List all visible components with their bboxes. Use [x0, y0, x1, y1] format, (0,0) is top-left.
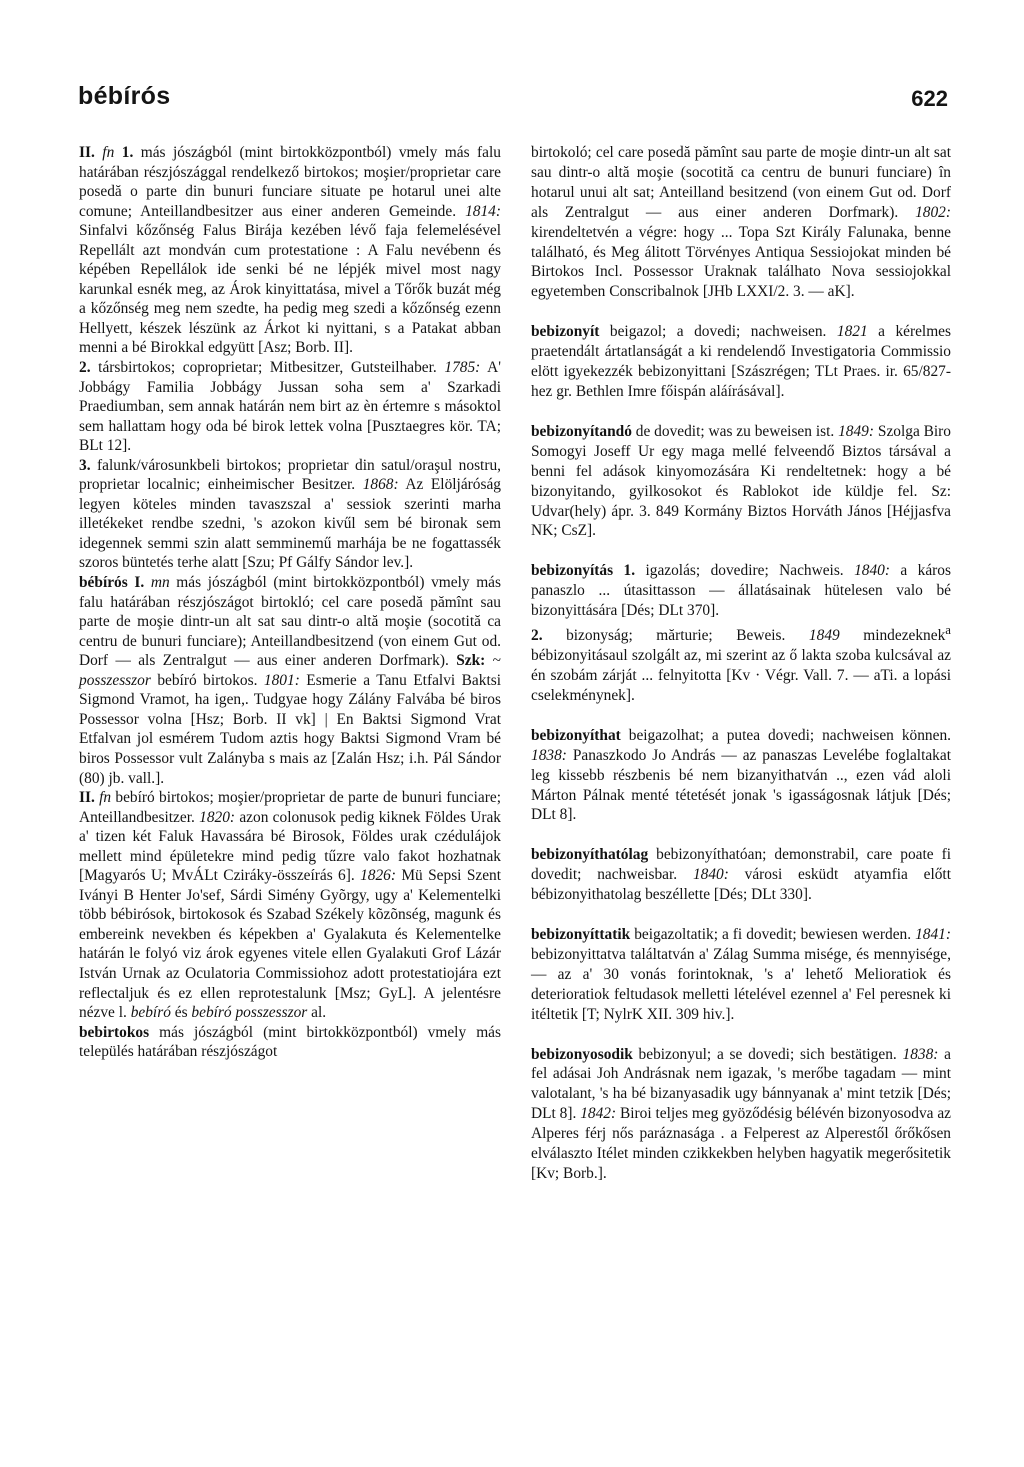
text-run: 1838:	[902, 1045, 939, 1063]
text-run: A' Jobbágy Familia Jobbágy Jussan soha sem a' Szarkadi Praediumban, sem annak határán nem birt az èn értemre s másoktol sem hallattam hogy oda bé birok lettek volna [Pusztaegres kör. TA; BLt 12].	[79, 359, 501, 455]
text-run: bébizonyitásaul szolgált az, mi szerint az ő lakta szoba kulcsával az én szobám zárját ... felnyitotta [Kv · Végr. Vall. 7. — aTi. a lopási cselekménynek].	[531, 647, 951, 704]
text-run: bebíró birtokos; moşier/proprietar de parte de bunuri funciare; Anteillandbesitzer.	[79, 789, 501, 826]
text-run: 1840:	[854, 562, 890, 580]
text-run: II.	[79, 144, 103, 161]
text-run: más jószágból (mint birtokközpontból) vmely más falu határában részjószággal rendelkező birtokos; moşier/proprietar care posedă o parte din bunuri funciare situate pe hotarul unei alte comune; Anteillandbesitzer aus einer anderen Gemeinde.	[79, 144, 501, 220]
text-run: kirendeltetvén a végre: hogy ... Topa Szt Király Falunaka, benne található, és Meg álitott Törvényes Antiqua Sessiojokat minden bé Birtokos Incl. Possessor Uraknak találhato Nova sessiojokkal egyetemben Conscribalnok [JHb LXXI/2. 3. — aK].	[531, 223, 951, 301]
entry-bebizonyithat	[531, 726, 951, 826]
text-run: 2.	[79, 359, 91, 377]
right-column	[531, 143, 951, 1184]
text-run: beigazol; a dovedi; nachweisen.	[599, 323, 837, 341]
text-run: 1840:	[692, 866, 729, 884]
text-run: Szk:	[456, 652, 486, 670]
text-run: 1849:	[838, 422, 875, 440]
entry-bebiros-adjective	[79, 573, 501, 788]
left-column	[79, 143, 501, 1062]
entry-bebizonyitando	[531, 422, 951, 541]
text-run: más jószágból (mint birtokközpontból) vmely más falu határában részjószágot birtokló; cel care posedă pămînt sau parte de moşie dintr-un alt sat sau dintr-o altă moşie (socotită ca centru de bunuri funciare); Anteillandbesitzend (von einem Gut od. Dorf — als Zentralgut — aus einer anderen Dorfmark).	[79, 574, 501, 670]
text-run: a kérelmes praetendált ártatlanságát a ki rendelendő Investigatoria Commissio elött igyekezzék bebizonyittani [Szászrégen; TLt Praes. ir. 65/827-hez gr. Bethlen Imre főispán aláírásával].	[531, 323, 952, 400]
page-number: 622	[911, 86, 948, 111]
text-run: a káros panaszlo ... útasittasson — állatásainak hütelesen valo bé bizonyittására [Dés; DLt 370].	[531, 562, 951, 620]
text-run: bizonyság; mărturie; Beweis.	[542, 627, 809, 645]
text-run: társbirtokos; coproprietar; Mitbesitzer, Gutsteilhaber.	[90, 359, 445, 377]
text-run: 1785:	[444, 359, 481, 377]
text-run: ~	[485, 652, 501, 670]
text-run: 1826:	[360, 867, 397, 885]
running-head: bébírós	[78, 82, 171, 110]
text-run: mn	[150, 574, 170, 592]
text-run: de dovedit; was zu beweisen ist.	[631, 422, 839, 440]
text-run: al.	[307, 1004, 327, 1022]
text-run: más jószágból (mint birtokközpontból) vmely más település határában részjószágot	[79, 1023, 501, 1061]
text-run: Biroi teljes meg gyöződésig bélévén bizonyosodva az Alperes férj nős paráznasága . a Felperest az Alperestől őrőkősen elválaszto Itélet minden czikkekben helyben hagyatik megerősitetik [Kv; Borb.].	[531, 1105, 952, 1182]
text-run: igazolás; dovedire; Nachweis.	[635, 562, 855, 580]
text-run: 1.	[114, 144, 141, 161]
text-run: 1802:	[915, 203, 951, 221]
text-run: Panaszkodo Jo András — az panaszas Levelébe foglaltakat leg kissebb részbenis bé nem bizanyithatván .., ezen vád aloli Márton Pálnak menté tétetését jonak 's igasságosnak látjuk [Dés; DLt 8].	[531, 746, 951, 824]
entry-bebizonyitas	[531, 561, 951, 621]
text-run: 1814:	[465, 202, 501, 220]
text-run: bebizonyosodik	[531, 1045, 633, 1063]
text-run: a fel adásai Joh Andrásnak nem igazak, 's merőbe tagadam — mint valotalant, 's ha bé bizanyasadik ugy bánnyanak a' mint tetzik [Dés; DLt 8].	[531, 1045, 951, 1123]
text-run: bebíró birtokos.	[150, 671, 264, 689]
entry-bebizonyithatolag	[531, 845, 951, 905]
entry-bebiros-sense-ii-1	[79, 143, 501, 358]
text-run: 1801:	[263, 671, 300, 689]
text-run: bebizonyít	[531, 323, 600, 341]
text-run: bebizonyíthat	[531, 726, 621, 744]
text-run: beigazolhat; a putea dovedi; nachweisen können.	[620, 726, 951, 744]
text-run: bebizonyíthatólag	[531, 846, 649, 864]
text-run: bébírós I.	[79, 574, 145, 592]
text-run: 1849	[808, 627, 840, 645]
text-run: bebizonyítandó	[531, 422, 632, 440]
entry-bebirtokos-continued	[531, 143, 951, 302]
text-run: bebíró posszesszor	[191, 1004, 308, 1022]
text-run: 1821	[836, 323, 868, 341]
text-run: városi esküdt atyamfia előtt bébizonyithatolag beszéllette [Dés; DLt 330].	[531, 866, 951, 904]
entry-bebizonyittatik	[531, 925, 951, 1025]
text-run: 2.	[531, 627, 543, 645]
text-run: Mü Sepsi Szent Iványi B Henter Jo'sef, Sárdi Simény Gyõrgy, ugy a' Kelementelki több bébirósok, birtokosok és Szabad Székely kõzõnség, magunk és embereink nevekben és képekben a' Gyalakuta és Kelementelke határán le folyó viz árok egyenes vitele ellen Gyalakuti Grof Lázár István Urnak az Oculatoria Commissiohoz adott protestatiojára ezt reflectaljuk és ez ellen reprotestalunk [Msz; GyL]. A jelentésre nézve l.	[79, 867, 502, 1022]
page-header	[78, 82, 948, 122]
text-run: beigazoltatik; a fi dovedit; bewiesen werden.	[630, 926, 916, 944]
text-run: bebizonyíttatik	[531, 926, 631, 944]
text-run: 1841:	[915, 926, 951, 944]
entry-bebirtokos	[79, 1023, 501, 1062]
text-run: a	[945, 623, 951, 638]
text-run: 1842:	[580, 1105, 617, 1123]
text-run: 3.	[79, 456, 91, 474]
entry-bebiros-noun	[79, 788, 501, 1023]
entry-bebiros-sense-ii-3	[79, 456, 501, 573]
entry-bebiros-sense-ii-2	[79, 358, 501, 456]
text-run: bebizonyíthatóan; demonstrabil, care poate fi dovedit; nachweisbar.	[531, 846, 951, 884]
text-run: azon colonusok pedig kiknek Földes Urak a' tizen két Faluk Havassára bé Birosok, Földes urak czédulájok mellett mind épületekre mind pedig tűzre valo fakot hozhatnak [Magyarós U; MvÁLt Cziráky-összeírás 6].	[79, 808, 502, 885]
text-run: fn	[102, 144, 115, 161]
text-run: és	[170, 1004, 192, 1022]
text-run: birtokoló; cel care posedă pămînt sau parte de moşie dintr-un alt sat sau dintr-o altă moşie (socotită ca centru de bunuri funciare) în hotarul unui alt sat; Anteilland besitzend (von einem Gut od. Dorf als Zentralgut — aus einer anderen Dorfmark).	[531, 144, 951, 221]
text-run: bebizonyítás 1.	[531, 562, 636, 580]
text-run: 1868:	[362, 476, 399, 494]
text-run: mindezeknek	[839, 627, 946, 645]
text-run: II.	[79, 789, 100, 807]
text-run: posszesszor	[79, 671, 151, 689]
entry-bebizonyosodik	[531, 1045, 951, 1184]
text-run: Az Elöljáróság legyen köteles minden tavaszszal a' sessiok szerinti marha illetékeket rendbe szedni, 's azokon kivűl sem bé bironak sem idegennek semmi szin alatt semminemű marhája be ne fogattassék szoros büntetés terhe alatt [Szu; Pf Gálfy Sándor lev.].	[79, 476, 501, 572]
text-run: bebíró	[130, 1004, 171, 1022]
text-run: bebizonyittatva találtatván a' Zálag Summa misége, és mennyisége, — az a' 30 vonás forintoknak, 's a' lehető Melioratiok és deterioratiok feltudasok melletti lételével ezennel a' Fel peresnek ki itéltetik [T; NylrK XII. 309 hiv.].	[531, 945, 951, 1023]
entry-bebizonyitas-sense-2	[531, 621, 951, 706]
text-run	[144, 574, 151, 591]
text-run: 1838:	[531, 746, 567, 764]
text-run: Sinfalvi kőzőnség Falus Birája kezében lévő faja felemelésével Repellált azt mondván cum protestatione : A Falu nevébenn és képében Repellálok ide senki bé ne lépjék mivel most nagy karunkal esnék meg, az Árok kinyittatása, mivel a Tőrők buzát még a kőzőnség meg nem szedte, ha pedig meg szedi a kőzőnség ezenn Hellyett, készek lészünk az Árkot ki nyittani, s a Patakat abban menni a bé Birokkal edgyütt [Asz; Borb. II].	[79, 222, 501, 357]
text-run: bebirtokos	[79, 1023, 150, 1041]
text-run: falunk/városunkbeli birtokos; proprietar din satul/oraşul nostru, proprietar localnic; einheimischer Besitzer.	[79, 456, 501, 494]
entry-bebizonyit	[531, 322, 951, 402]
text-run: Szolga Biro Somogyi Joseff Ur egy maga mellé felveendő Biztos társával a benni fel adások kinyomozására Ki rendeltetnek: hogy a bé bizonyitando, gyilkosokot és Rablokot ide küldje fel. Sz: Udvar(hely) ápr. 3. 849 Kormány Biztos Horváth János [Héjjasfva NK; CsZ].	[531, 422, 952, 540]
text-run: fn	[99, 789, 112, 807]
text-run: Esmerie a Tanu Etfalvi Baktsi Sigmond Vramot, ha igen,. Tudgyae hogy Zálány Falvába bé biros Possessor volna [Hsz; Borb. II vk] | En Baktsi Sigmond Vrat Etfalvan jol esmérem Tudom aztis hogy Baktsi Sigmond Vram bé biros Possessor vult Zalányba s mais az [Zalán Hsz; i.h. Pál Sándor (80) jb. vall.].	[79, 671, 501, 787]
text-run: 1820:	[199, 808, 236, 826]
text-run: bebizonyul; a se dovedi; sich bestätigen.	[632, 1045, 903, 1063]
